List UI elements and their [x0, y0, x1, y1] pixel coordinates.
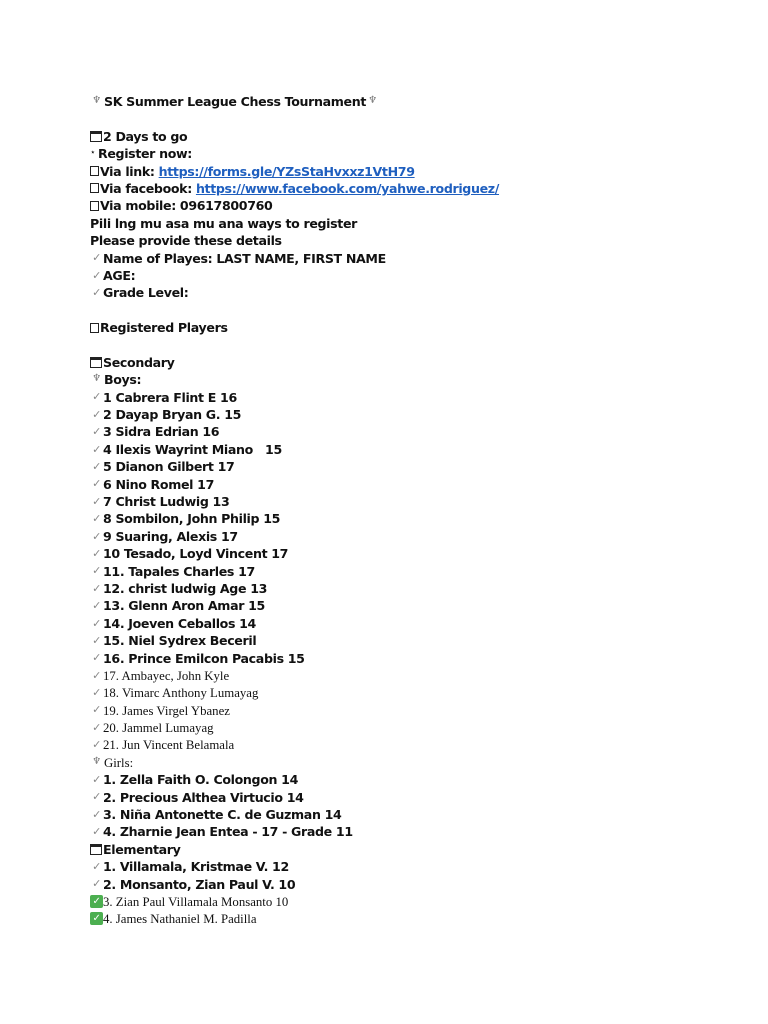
- registration-form-link[interactable]: https://forms.gle/YZsStaHvxxz1VtH79: [158, 163, 415, 179]
- list-item: [90, 458, 730, 475]
- list-item: [90, 580, 730, 597]
- check-icon: ✓: [92, 651, 101, 665]
- check-icon: ✓: [92, 251, 101, 265]
- via-facebook-line: [90, 180, 730, 197]
- check-icon: ✓: [92, 268, 101, 282]
- player-name: 1. Villamala, Kristmae V. 12: [103, 859, 289, 875]
- player-name: 10 Tesado, Loyd Vincent 17: [103, 546, 289, 562]
- check-icon: ✓: [92, 773, 101, 787]
- list-item: [90, 823, 730, 840]
- list-item: [90, 876, 730, 893]
- list-item: [90, 545, 730, 562]
- player-name: 12. christ ludwig Age 13: [103, 580, 268, 596]
- girls-heading: Girls:: [104, 755, 134, 770]
- list-item: [90, 684, 730, 701]
- green-check-icon: ✓: [90, 912, 103, 925]
- boys-list: [90, 389, 730, 754]
- check-icon: ✓: [92, 825, 101, 839]
- check-icon: ✓: [92, 668, 101, 682]
- provide-details-line: Please provide these details: [90, 233, 282, 249]
- trophy-icon: ♆: [92, 373, 101, 385]
- boys-heading: Boys:: [104, 372, 142, 388]
- document-body: [90, 93, 730, 928]
- list-item: [90, 771, 730, 788]
- detail-age-text: AGE:: [103, 267, 136, 283]
- detail-name-text: Name of Playes: LAST NAME, FIRST NAME: [103, 250, 386, 266]
- list-item: [90, 423, 730, 440]
- list-item: [90, 806, 730, 823]
- list-item: [90, 736, 730, 753]
- pili-line: Pili lng mu asa mu ana ways to register: [90, 215, 358, 231]
- player-name: 2 Dayap Bryan G. 15: [103, 407, 242, 423]
- player-name: 1 Cabrera Flint E 16: [103, 389, 237, 405]
- title-line: [90, 93, 730, 110]
- list-item: [90, 528, 730, 545]
- girls-heading-line: [90, 754, 730, 771]
- list-item: [90, 910, 730, 927]
- calendar-icon: [90, 844, 102, 855]
- check-icon: ✓: [92, 807, 101, 821]
- check-icon: ✓: [92, 529, 101, 543]
- via-mobile-line: [90, 197, 730, 214]
- elementary-heading: Elementary: [103, 841, 181, 857]
- list-item: [90, 476, 730, 493]
- list-item: [90, 441, 730, 458]
- check-icon: ✓: [92, 564, 101, 578]
- register-now-text: Register now:: [98, 146, 192, 162]
- calendar-icon: [90, 131, 102, 142]
- countdown-text: 2 Days to go: [103, 128, 188, 144]
- player-name: 20. Jammel Lumayag: [103, 721, 214, 736]
- check-icon: ✓: [92, 686, 101, 700]
- box-icon: [90, 166, 99, 176]
- check-icon: ✓: [92, 286, 101, 300]
- star-icon: ⋆: [90, 147, 96, 158]
- check-icon: ✓: [92, 738, 101, 752]
- list-item: [90, 493, 730, 510]
- boys-heading-line: [90, 371, 730, 388]
- registered-players-heading: Registered Players: [100, 320, 228, 336]
- list-item: [90, 389, 730, 406]
- list-item: [90, 667, 730, 684]
- check-icon: ✓: [92, 877, 101, 891]
- player-name: 14. Joeven Ceballos 14: [103, 615, 256, 631]
- player-name: 4. Zharnie Jean Entea - 17 - Grade 11: [103, 824, 353, 840]
- list-item: [90, 893, 730, 910]
- detail-name-line: [90, 250, 730, 267]
- detail-grade-text: Grade Level:: [103, 285, 189, 301]
- player-name: 13. Glenn Aron Amar 15: [103, 598, 265, 614]
- list-item: [90, 789, 730, 806]
- player-name: 3 Sidra Edrian 16: [103, 424, 220, 440]
- list-item: [90, 510, 730, 527]
- player-name: 11. Tapales Charles 17: [103, 563, 255, 579]
- check-icon: ✓: [92, 477, 101, 491]
- player-name: 5 Dianon Gilbert 17: [103, 459, 235, 475]
- check-icon: ✓: [92, 633, 101, 647]
- player-name: 7 Christ Ludwig 13: [103, 493, 230, 509]
- detail-grade-line: [90, 284, 730, 301]
- trophy-icon: ♆: [368, 95, 377, 106]
- player-name: 4. James Nathaniel M. Padilla: [103, 912, 257, 927]
- elementary-list: [90, 858, 730, 928]
- list-item: [90, 632, 730, 649]
- player-name: 19. James Virgel Ybanez: [103, 703, 230, 718]
- trophy-icon: ♆: [92, 95, 101, 106]
- register-now-line: [90, 145, 730, 162]
- tournament-title: SK Summer League Chess Tournament: [104, 94, 367, 109]
- list-item: [90, 615, 730, 632]
- check-icon: ✓: [92, 442, 101, 456]
- player-name: 9 Suaring, Alexis 17: [103, 528, 238, 544]
- check-icon: ✓: [92, 581, 101, 595]
- check-icon: ✓: [92, 720, 101, 734]
- player-name: 3. Niña Antonette C. de Guzman 14: [103, 807, 342, 823]
- check-icon: ✓: [92, 494, 101, 508]
- via-link-label: Via link:: [100, 163, 159, 179]
- player-name: 18. Vimarc Anthony Lumayag: [103, 686, 259, 701]
- list-item: [90, 597, 730, 614]
- player-name: 1. Zella Faith O. Colongon 14: [103, 772, 298, 788]
- check-icon: ✓: [92, 512, 101, 526]
- box-icon: [90, 201, 99, 211]
- list-item: [90, 858, 730, 875]
- registered-players-line: [90, 319, 730, 336]
- via-link-line: [90, 163, 730, 180]
- list-item: [90, 719, 730, 736]
- secondary-heading-line: [90, 354, 730, 371]
- player-name: 2. Monsanto, Zian Paul V. 10: [103, 876, 296, 892]
- check-icon: ✓: [92, 790, 101, 804]
- check-icon: ✓: [92, 425, 101, 439]
- via-facebook-label: Via facebook:: [100, 180, 196, 196]
- check-icon: ✓: [92, 599, 101, 613]
- check-icon: ✓: [92, 859, 101, 873]
- trophy-icon: ♆: [92, 755, 101, 767]
- list-item: [90, 406, 730, 423]
- secondary-heading: Secondary: [103, 354, 175, 370]
- box-icon: [90, 183, 99, 193]
- player-name: 2. Precious Althea Virtucio 14: [103, 789, 304, 805]
- player-name: 15. Niel Sydrex Beceril: [103, 633, 257, 649]
- calendar-icon: [90, 357, 102, 368]
- box-icon: [90, 323, 99, 333]
- player-name: 17. Ambayec, John Kyle: [103, 668, 230, 683]
- check-icon: ✓: [92, 460, 101, 473]
- countdown-line: [90, 128, 730, 145]
- check-icon: ✓: [92, 407, 101, 421]
- player-name: 4 Ilexis Wayrint Miano 15: [103, 441, 282, 457]
- list-item: [90, 650, 730, 667]
- player-name: 3. Zian Paul Villamala Monsanto 10: [103, 894, 289, 909]
- player-name: 16. Prince Emilcon Pacabis 15: [103, 650, 305, 666]
- detail-age-line: [90, 267, 730, 284]
- green-check-icon: ✓: [90, 895, 103, 908]
- player-name: 21. Jun Vincent Belamala: [103, 738, 235, 753]
- list-item: [90, 563, 730, 580]
- via-mobile-text: Via mobile: 09617800760: [100, 198, 273, 214]
- facebook-link[interactable]: https://www.facebook.com/yahwe.rodriguez/: [195, 180, 500, 196]
- list-item: [90, 702, 730, 719]
- player-name: 8 Sombilon, John Philip 15: [103, 511, 281, 527]
- check-icon: ✓: [92, 703, 101, 717]
- player-name: 6 Nino Romel 17: [103, 476, 214, 492]
- check-icon: ✓: [92, 546, 101, 560]
- check-icon: ✓: [92, 616, 101, 630]
- girls-list: [90, 771, 730, 841]
- check-icon: ✓: [92, 390, 101, 404]
- elementary-heading-line: [90, 841, 730, 858]
